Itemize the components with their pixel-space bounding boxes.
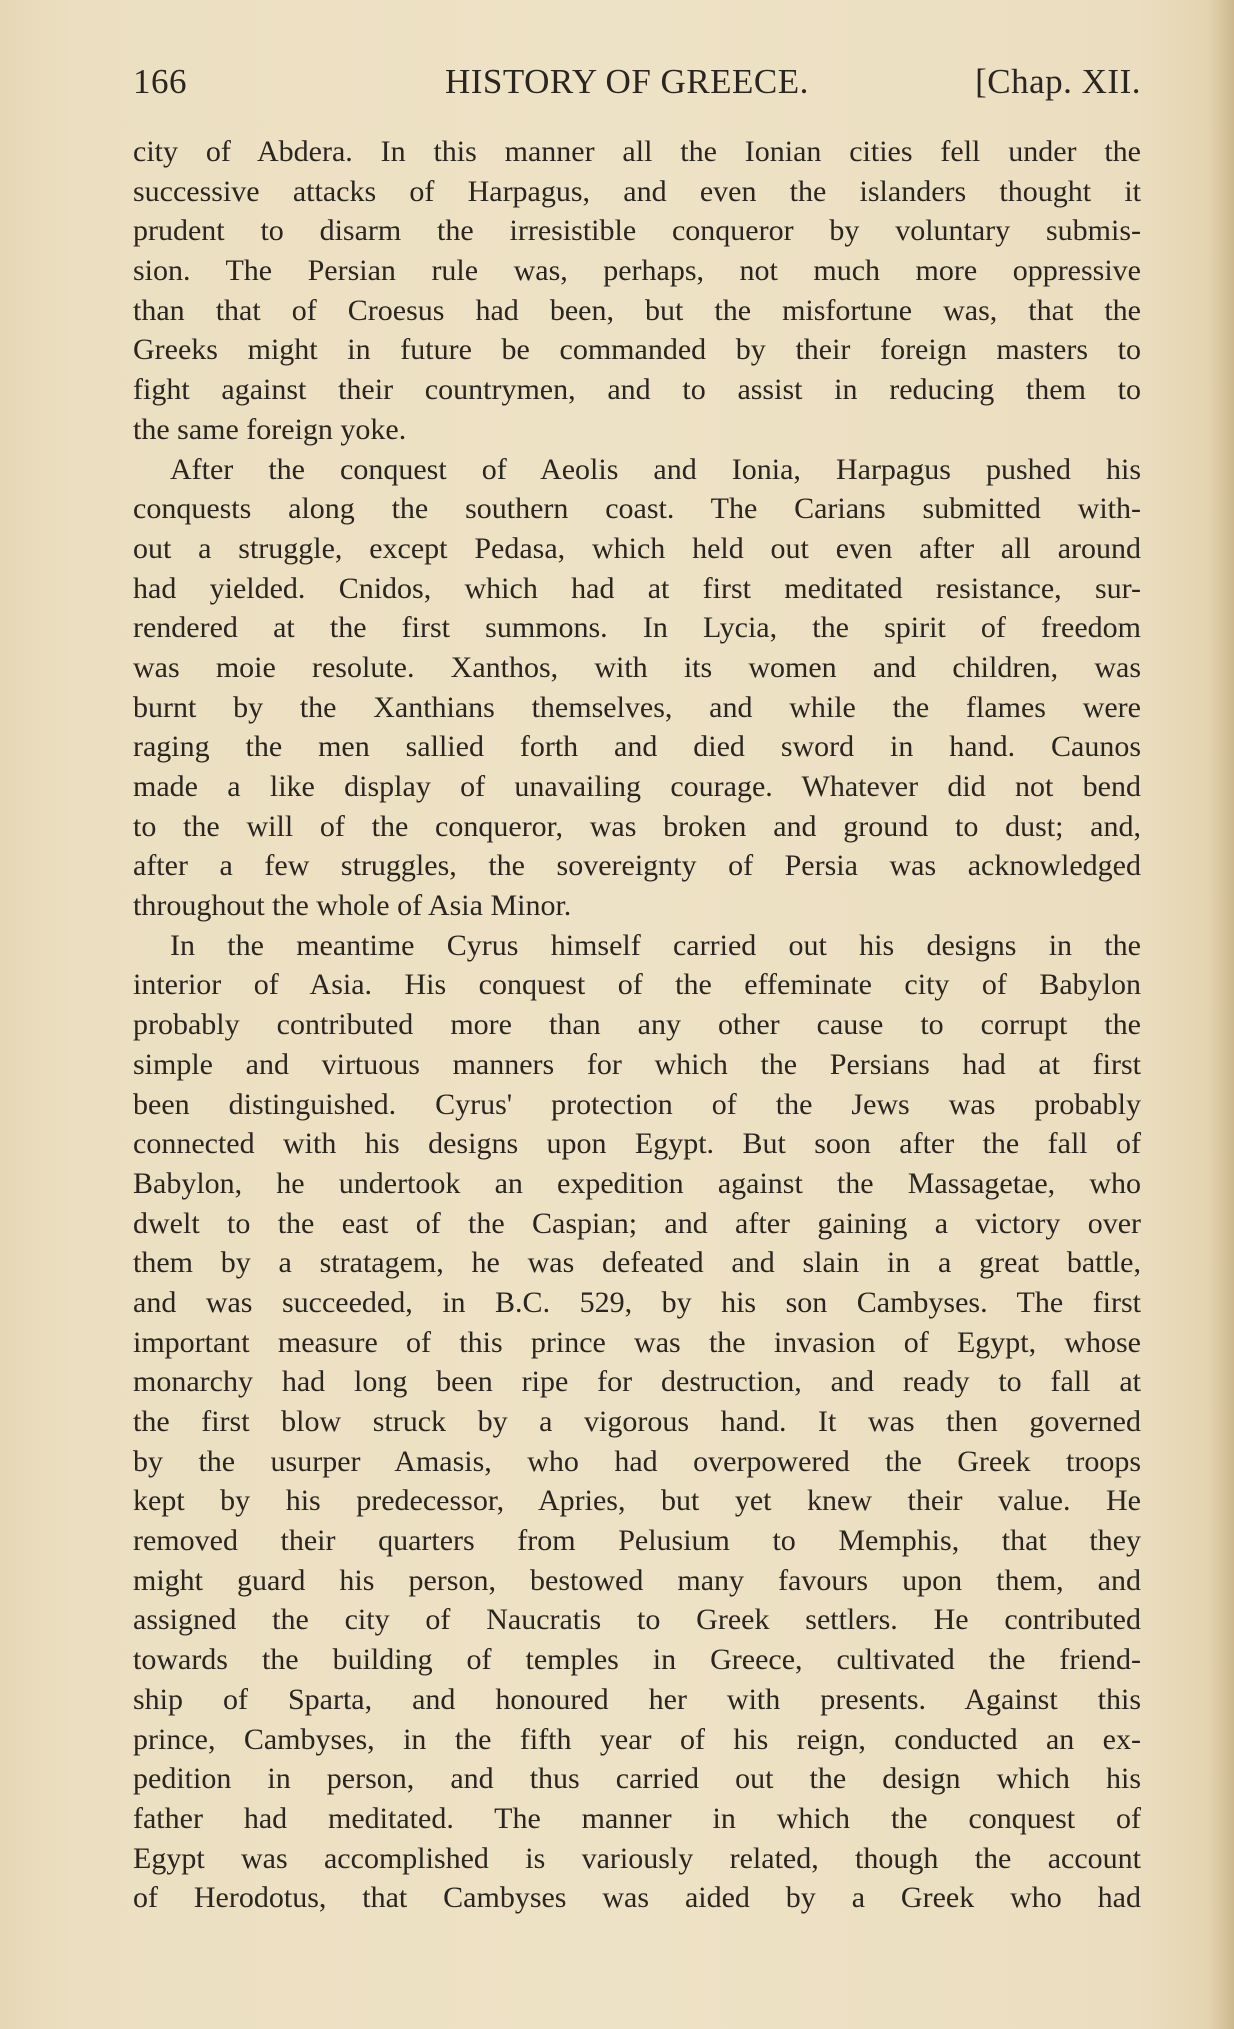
text-line: dwelt to the east of the Caspian; and after gaining a victory over [133, 1206, 1141, 1240]
text-line: successive attacks of Harpagus, and even the islanders thought it [133, 174, 1141, 208]
text-line: prudent to disarm the irresistible conqueror by voluntary submis- [133, 214, 1141, 248]
text-line: after a few struggles, the sovereignty of Persia was acknowledged [133, 849, 1141, 883]
text-line: important measure of this prince was the invasion of Egypt, whose [133, 1325, 1141, 1359]
chapter-reference: [Chap. XII. [975, 62, 1141, 101]
text-line: fight against their countrymen, and to assist in reducing them to [133, 373, 1141, 407]
text-line: monarchy had long been ripe for destruction, and ready to fall at [133, 1365, 1141, 1399]
text-line: was moie resolute. Xanthos, with its women and children, was [133, 650, 1141, 684]
text-line: of Herodotus, that Cambyses was aided by a Greek who had [133, 1881, 1141, 1915]
text-line: father had meditated. The manner in which the conquest of [133, 1801, 1141, 1835]
text-line: the same foreign yoke. [133, 412, 407, 446]
text-line: conquests along the southern coast. The Carians submitted with- [133, 492, 1141, 526]
text-line: to the will of the conqueror, was broken and ground to dust; and, [133, 809, 1141, 843]
text-line: Babylon, he undertook an expedition against the Massagetae, who [133, 1166, 1141, 1200]
text-line: Egypt was accomplished is variously related, though the account [133, 1841, 1141, 1875]
text-line: prince, Cambyses, in the fifth year of his reign, conducted an ex- [133, 1722, 1141, 1756]
text-line: towards the building of temples in Greece, cultivated the friend- [133, 1643, 1141, 1677]
text-line: In the meantime Cyrus himself carried out his designs in the [170, 928, 1141, 962]
text-line: than that of Croesus had been, but the misfortune was, that the [133, 293, 1141, 327]
body-text [133, 132, 1141, 1918]
text-line: assigned the city of Naucratis to Greek settlers. He contributed [133, 1603, 1141, 1637]
text-line: might guard his person, bestowed many favours upon them, and [133, 1563, 1141, 1597]
text-line: pedition in person, and thus carried out the design which his [133, 1762, 1141, 1796]
text-line: the first blow struck by a vigorous hand. It was then governed [133, 1405, 1141, 1438]
text-line: city of Abdera. In this manner all the Ionian cities fell under the [133, 135, 1141, 168]
text-line: simple and virtuous manners for which the Persians had at first [133, 1047, 1141, 1081]
text-line: been distinguished. Cyrus' protection of the Jews was probably [133, 1087, 1141, 1121]
text-line: raging the men sallied forth and died sword in hand. Caunos [133, 730, 1141, 764]
text-line: had yielded. Cnidos, which had at first meditated resistance, sur- [133, 571, 1141, 605]
text-line: ship of Sparta, and honoured her with presents. Against this [133, 1682, 1141, 1716]
text-line: connected with his designs upon Egypt. But soon after the fall of [133, 1127, 1141, 1161]
running-title: HISTORY OF GREECE. [445, 62, 809, 101]
page-number: 166 [133, 62, 187, 101]
running-header [133, 62, 1141, 106]
text-line: sion. The Persian rule was, perhaps, not much more oppressive [133, 254, 1141, 288]
text-line: Greeks might in future be commanded by their foreign masters to [133, 333, 1141, 367]
text-line: out a struggle, except Pedasa, which held out even after all around [133, 531, 1141, 565]
text-line: removed their quarters from Pelusium to Memphis, that they [133, 1524, 1141, 1558]
text-line: interior of Asia. His conquest of the effeminate city of Babylon [133, 968, 1141, 1002]
page-edge-shadow [1208, 0, 1234, 2029]
text-line: them by a stratagem, he was defeated and slain in a great battle, [133, 1246, 1141, 1280]
text-line: probably contributed more than any other cause to corrupt the [133, 1008, 1141, 1042]
text-line: After the conquest of Aeolis and Ionia, Harpagus pushed his [170, 452, 1141, 486]
text-line: kept by his predecessor, Apries, but yet knew their value. He [133, 1484, 1141, 1518]
text-line: made a like display of unavailing courage. Whatever did not bend [133, 770, 1141, 803]
text-line: by the usurper Amasis, who had overpowered the Greek troops [133, 1444, 1141, 1478]
text-line: rendered at the first summons. In Lycia, the spirit of freedom [133, 611, 1141, 645]
text-line: and was succeeded, in B.C. 529, by his son Cambyses. The first [133, 1285, 1141, 1319]
text-line: burnt by the Xanthians themselves, and while the flames were [133, 690, 1141, 724]
text-line: throughout the whole of Asia Minor. [133, 889, 572, 923]
